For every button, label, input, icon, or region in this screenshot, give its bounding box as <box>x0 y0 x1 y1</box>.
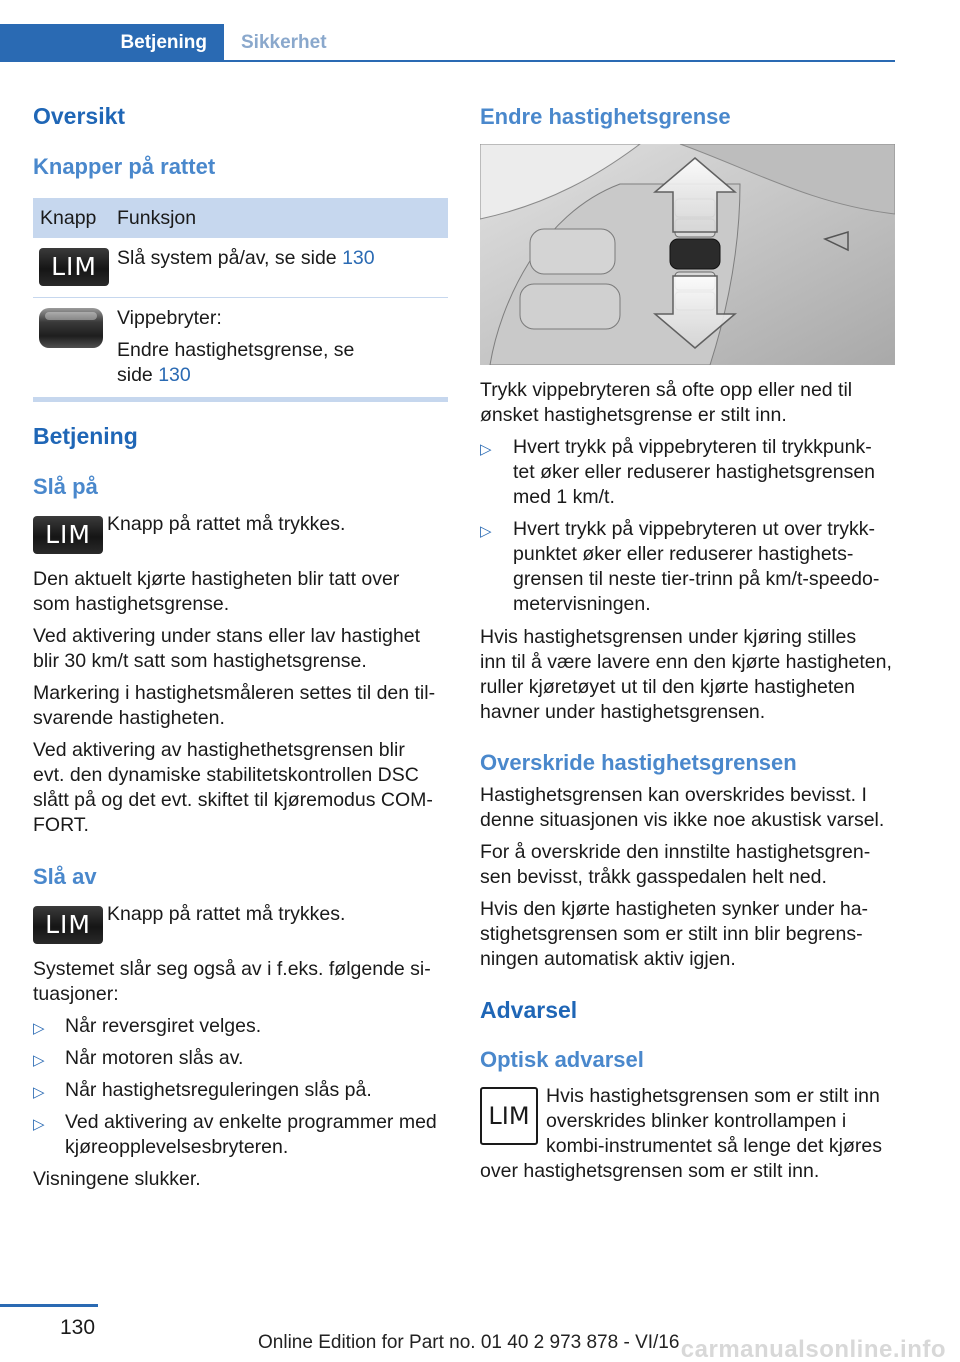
watermark: carmanualsonline.info <box>680 1336 946 1362</box>
text-line: ningen automatisk aktiv igjen. <box>480 948 736 970</box>
row2-line3 <box>117 363 447 388</box>
bullet-icon: ▷ <box>33 1116 45 1133</box>
text-line: ruller kjøretøyet ut til den kjørte hastigheten <box>480 676 855 698</box>
header-tabs <box>0 24 895 62</box>
page-number: 130 <box>60 1316 96 1339</box>
row2-label: Vippebryter: <box>117 307 222 329</box>
rocker-switch-icon <box>39 308 103 348</box>
text-line: tuasjoner: <box>33 983 119 1005</box>
text-line: FORT. <box>33 814 89 836</box>
text-line: ønsket hastighetsgrense er stilt inn. <box>480 404 787 426</box>
list-item: Hvert trykk på vippebryteren ut over trykk‐ <box>513 518 875 540</box>
bullet-icon: ▷ <box>480 441 492 458</box>
text-line: kjøreopplevelsesbryteren. <box>65 1136 289 1158</box>
table-row <box>33 298 448 398</box>
bullet-icon: ▷ <box>33 1020 45 1037</box>
change-limit-heading: Endre hastighetsgrense <box>480 104 731 129</box>
row1-text: Slå system på/av, se side <box>117 247 343 269</box>
overview-heading: Oversikt <box>33 103 126 129</box>
text-line: over hastighetsgrensen som er stilt inn. <box>480 1160 820 1182</box>
buttons-table <box>33 198 448 402</box>
warning-heading: Advarsel <box>480 997 578 1023</box>
list-item: Når hastighetsreguleringen slås på. <box>65 1079 372 1101</box>
on-instruction: Knapp på rattet må trykkes. <box>107 513 346 535</box>
tab-betjening[interactable]: Betjening <box>0 24 224 62</box>
row1-function <box>117 246 447 271</box>
text-line: sen bevisst, tråkk gasspedalen helt ned. <box>480 866 827 888</box>
text-line: grensen til neste tier-trinn på km/t-speedo‐ <box>513 568 880 590</box>
list-item: Hvert trykk på vippebryteren til trykkpunk‐ <box>513 436 872 458</box>
text-line: Ved aktivering under stans eller lav hastighet <box>33 625 420 647</box>
off-heading: Slå av <box>33 864 97 889</box>
text-line: blir 30 km/t satt som hastighetsgrense. <box>33 650 367 672</box>
text-line: Hastighetsgrensen kan overskrides bevisst. I <box>480 784 867 806</box>
row2-text: side <box>117 364 159 386</box>
text-line: inn til å være lavere enn den kjørte hastigheten, <box>480 651 892 673</box>
text-line: denne situasjonen vis ikke noe akustisk varsel. <box>480 809 885 831</box>
row2-line2: Endre hastighetsgrense, se <box>117 339 355 361</box>
page-link[interactable]: 130 <box>158 364 191 386</box>
text-line: tet øker eller reduserer hastighetsgrensen <box>513 461 876 483</box>
lim-button-icon: LIM <box>33 516 103 554</box>
text-line: stighetsgrensen som er stilt inn blir begrens‐ <box>480 923 863 945</box>
buttons-heading: Knapper på rattet <box>33 154 216 179</box>
col-header-function: Funksjon <box>117 207 197 229</box>
text-line: Ved aktivering av hastighethetsgrensen blir <box>33 739 405 761</box>
text-line: Systemet slår seg også av i f.eks. følgende si‐ <box>33 958 431 980</box>
text-line: Visningene slukker. <box>33 1168 201 1190</box>
edition-note: Online Edition for Part no. 01 40 2 973 878 - VI/16 <box>258 1332 680 1353</box>
operation-heading: Betjening <box>33 423 138 449</box>
footer-rule <box>0 1304 98 1307</box>
text-line: Markering i hastighetsmåleren settes til den til‐ <box>33 682 436 704</box>
page-link[interactable]: 130 <box>342 247 375 269</box>
lim-indicator-icon: LIM <box>480 1087 538 1145</box>
table-end-rule <box>33 398 448 402</box>
text-line: Den aktuelt kjørte hastigheten blir tatt over <box>33 568 400 590</box>
lim-button-icon: LIM <box>39 248 109 286</box>
text-line: Hvis den kjørte hastigheten synker under ha‐ <box>480 898 869 920</box>
bullet-icon: ▷ <box>33 1084 45 1101</box>
bullet-icon: ▷ <box>480 523 492 540</box>
table-header <box>33 198 448 238</box>
off-instruction: Knapp på rattet må trykkes. <box>107 903 346 925</box>
text-line: slått på og det evt. skiftet til kjøremodus COM‐ <box>33 789 433 811</box>
text-line: havner under hastighetsgrensen. <box>480 701 766 723</box>
on-heading: Slå på <box>33 474 98 499</box>
text-line: punktet øker eller reduserer hastighets‐ <box>513 543 854 565</box>
text-line: overskrides blinker kontrollampen i <box>546 1110 847 1132</box>
text-line: metervisningen. <box>513 593 651 615</box>
lim-button-icon: LIM <box>33 906 103 944</box>
text-line: evt. den dynamiske stabilitetskontrollen DSC <box>33 764 419 786</box>
text-line: kombi-instrumentet så lenge det kjøres <box>546 1135 882 1157</box>
list-item: Ved aktivering av enkelte programmer med <box>65 1111 437 1133</box>
text-line: Hvis hastighetsgrensen under kjøring stilles <box>480 626 857 648</box>
steering-wheel-rocker-illustration <box>480 144 895 365</box>
bullet-icon: ▷ <box>33 1052 45 1069</box>
table-row <box>33 238 448 298</box>
text-line: svarende hastigheten. <box>33 707 225 729</box>
list-item: Når motoren slås av. <box>65 1047 244 1069</box>
list-item: Når reversgiret velges. <box>65 1015 262 1037</box>
text-line: Hvis hastighetsgrensen som er stilt inn <box>546 1085 880 1107</box>
text-line: For å overskride den innstilte hastighetsgren‐ <box>480 841 871 863</box>
text-line: Trykk vippebryteren så ofte opp eller ned til <box>480 379 853 401</box>
text-line: med 1 km/t. <box>513 486 615 508</box>
tab-sikkerhet[interactable]: Sikkerhet <box>241 32 327 53</box>
optical-warning-heading: Optisk advarsel <box>480 1047 644 1072</box>
exceed-limit-heading: Overskride hastighetsgrensen <box>480 750 797 775</box>
text-line: som hastighetsgrense. <box>33 593 230 615</box>
col-header-button: Knapp <box>40 207 97 229</box>
